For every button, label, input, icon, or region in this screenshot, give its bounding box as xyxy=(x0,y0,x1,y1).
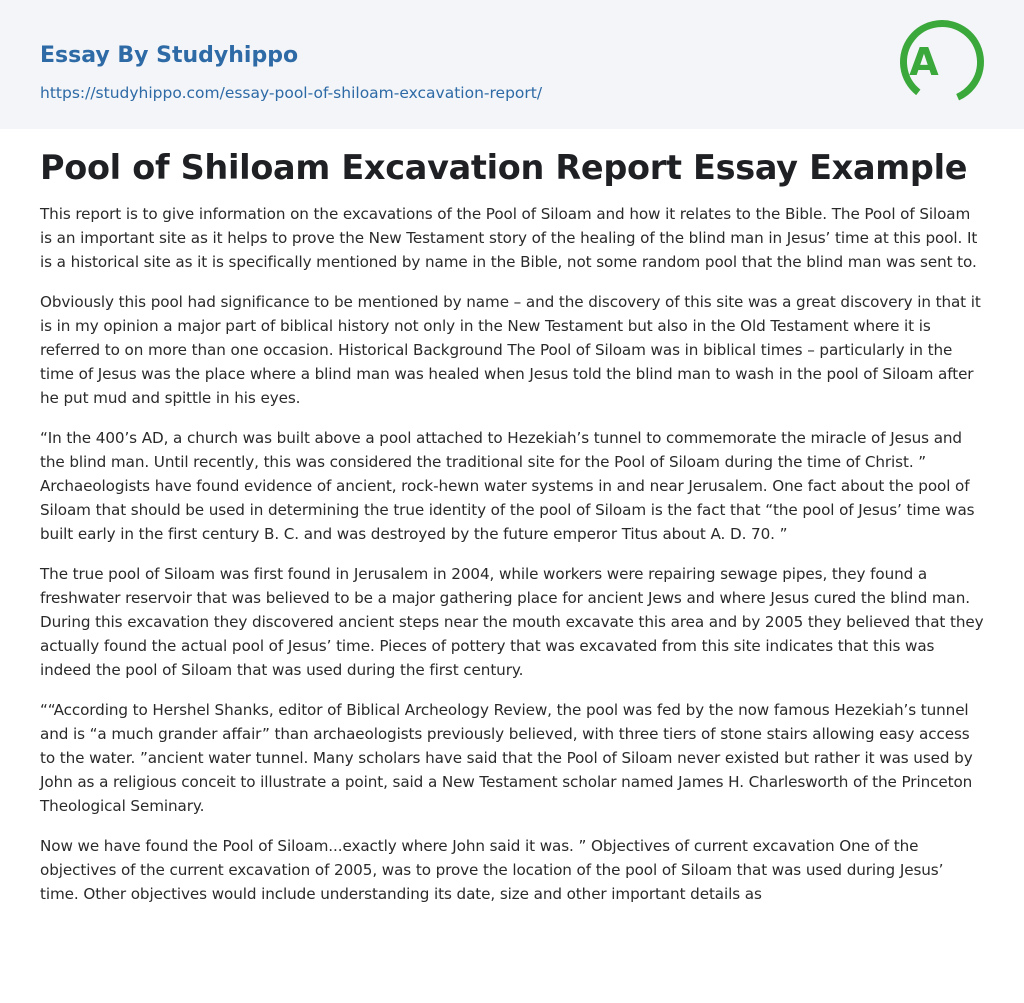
essay-url-link[interactable]: https://studyhippo.com/essay-pool-of-shiloam-excavation-report/ xyxy=(40,84,543,102)
logo-letter: A xyxy=(909,40,939,84)
paragraph: ““According to Hershel Shanks, editor of Biblical Archeology Review, the pool was fed by the now famous Hezekiah’s tunnel and is “a much grander affair” than archaeologists previously believed, with three tiers of stone stairs allowing easy access to the water. ”ancient water tunnel. Many scholars have said that the Pool of Siloam never existed but rather it was used by John as a religious conceit to illustrate a point, said a New Testament scholar named James H. Charlesworth of the Princeton Theological Seminary. xyxy=(40,701,973,815)
paragraph: This report is to give information on the excavations of the Pool of Siloam and how it relates to the Bible. The Pool of Siloam is an important site as it helps to prove the New Testament story of the healing of the blind man in Jesus’ time at this pool. It is a historical site as it is specifically mentioned by name in the Bible, not some random pool that the blind man was sent to. xyxy=(40,205,978,271)
paragraph: Now we have found the Pool of Siloam...exactly where John said it was. ” Objectives of current excavation One of the objectives of the current excavation of 2005, was to prove the location of the pool of Siloam that was used during Jesus’ time. Other objectives would include understanding its date, size and other important details as xyxy=(40,837,944,903)
site-brand[interactable]: Essay By Studyhippo xyxy=(40,43,299,68)
paragraph: The true pool of Siloam was first found in Jerusalem in 2004, while workers were repairing sewage pipes, they found a freshwater reservoir that was believed to be a major gathering place for ancient Jews and where Jesus cured the blind man. During this excavation they discovered ancient steps near the mouth excavate this area and by 2005 they believed that they actually found the actual pool of Jesus’ time. Pieces of pottery that was excavated from this site indicates that this was indeed the pool of Siloam that was used during the first century. xyxy=(40,565,984,679)
site-header xyxy=(0,0,1024,129)
paragraph: Obviously this pool had significance to be mentioned by name – and the discovery of this site was a great discovery in that it is in my opinion a major part of biblical history not only in the New Testament but also in the Old Testament where it is referred to on more than one occasion. Historical Background The Pool of Siloam was in biblical times – particularly in the time of Jesus was the place where a blind man was healed when Jesus told the blind man to wash in the pool of Siloam after he put mud and spittle in his eyes. xyxy=(40,293,981,407)
article xyxy=(0,147,1024,906)
studyhippo-logo-icon[interactable] xyxy=(899,19,985,105)
paragraph: “In the 400’s AD, a church was built above a pool attached to Hezekiah’s tunnel to commemorate the miracle of Jesus and the blind man. Until recently, this was considered the traditional site for the Pool of Siloam during the time of Christ. ” Archaeologists have found evidence of ancient, rock-hewn water systems in and near Jerusalem. One fact about the pool of Siloam that should be used in determining the true identity of the pool of Siloam is the fact that “the pool of Jesus’ time was built early in the first century B. C. and was destroyed by the future emperor Titus about A. D. 70. ” xyxy=(40,429,975,543)
page-title: Pool of Shiloam Excavation Report Essay Example xyxy=(40,148,968,187)
